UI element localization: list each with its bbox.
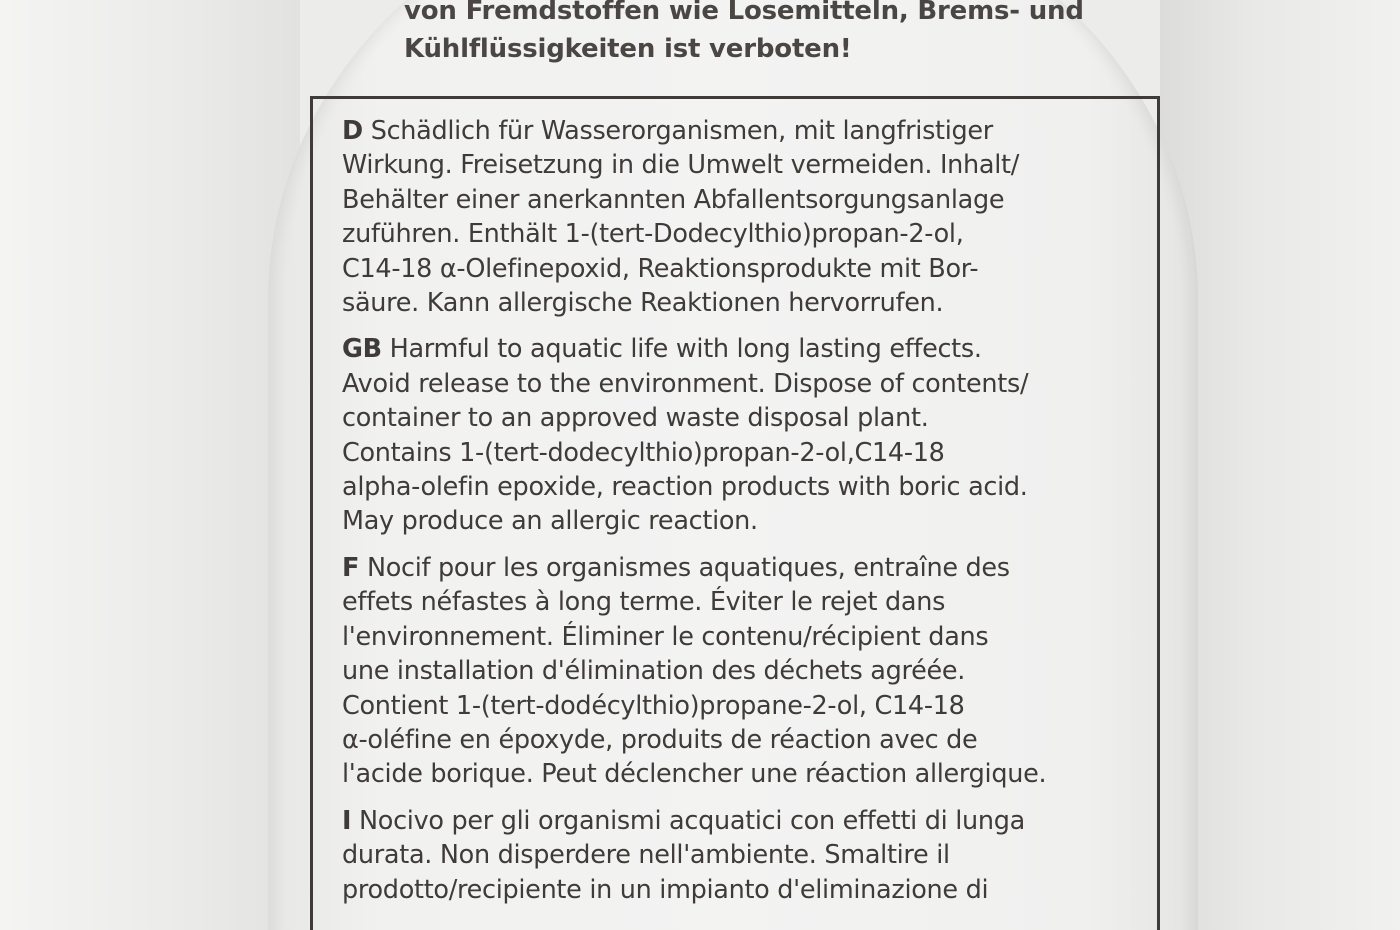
warning-line: GB Harmful to aquatic life with long lasting effects. xyxy=(342,334,982,365)
language-code: GB xyxy=(342,334,382,365)
language-code: I xyxy=(342,805,352,836)
warning-line: α-oléfine en époxyde, produits de réaction avec de xyxy=(342,724,978,755)
warning-line: May produce an allergic reaction. xyxy=(342,506,758,537)
warning-line: l'environnement. Éliminer le contenu/récipient dans xyxy=(342,621,989,652)
warning-paragraph-fr xyxy=(342,551,1142,792)
warning-line: une installation d'élimination des déchets agréée. xyxy=(342,656,966,687)
warning-line: prodotto/recipiente in un impianto d'eliminazione di xyxy=(342,874,989,905)
warning-line: C14-18 α-Olefinepoxid, Reaktionsprodukte mit Bor- xyxy=(342,253,979,284)
warning-line: Behälter einer anerkannten Abfallentsorgungsanlage xyxy=(342,184,1005,215)
warning-paragraph-de xyxy=(342,114,1142,320)
warning-line: I Nocivo per gli organismi acquatici con effetti di lunga xyxy=(342,805,1025,836)
hazard-warnings xyxy=(342,114,1142,919)
warning-line: D Schädlich für Wasserorganismen, mit langfristiger xyxy=(342,116,993,146)
warning-line: F Nocif pour les organismes aquatiques, entraîne des xyxy=(342,552,1010,583)
warning-paragraph-gb xyxy=(342,332,1142,538)
top-warning-line: von Fremdstoffen wie Losemitteln, Brems- und xyxy=(404,0,1084,26)
warning-line: zuführen. Enthält 1-(tert-Dodecylthio)propan-2-ol, xyxy=(342,219,964,250)
language-code: F xyxy=(342,552,360,583)
language-code: D xyxy=(342,116,363,146)
warning-line: säure. Kann allergische Reaktionen hervorrufen. xyxy=(342,288,944,319)
warning-line: container to an approved waste disposal plant. xyxy=(342,403,929,434)
warning-paragraph-it xyxy=(342,804,1142,907)
warning-line: alpha-olefin epoxide, reaction products with boric acid. xyxy=(342,472,1028,503)
warning-line: effets néfastes à long terme. Éviter le rejet dans xyxy=(342,587,946,618)
warning-line: Contient 1-(tert-dodécylthio)propane-2-ol, C14-18 xyxy=(342,690,965,721)
warning-line: Avoid release to the environment. Dispose of contents/ xyxy=(342,368,1029,399)
top-warning-line: Kühlflüssigkeiten ist verboten! xyxy=(404,34,852,64)
warning-line: l'acide borique. Peut déclencher une réaction allergique. xyxy=(342,759,1047,790)
top-warning-text xyxy=(404,0,1164,68)
warning-line: Wirkung. Freisetzung in die Umwelt vermeiden. Inhalt/ xyxy=(342,150,1019,181)
warning-line: durata. Non disperdere nell'ambiente. Smaltire il xyxy=(342,840,950,871)
background-left xyxy=(0,0,300,930)
warning-line: Contains 1-(tert-dodecylthio)propan-2-ol,C14-18 xyxy=(342,437,945,468)
